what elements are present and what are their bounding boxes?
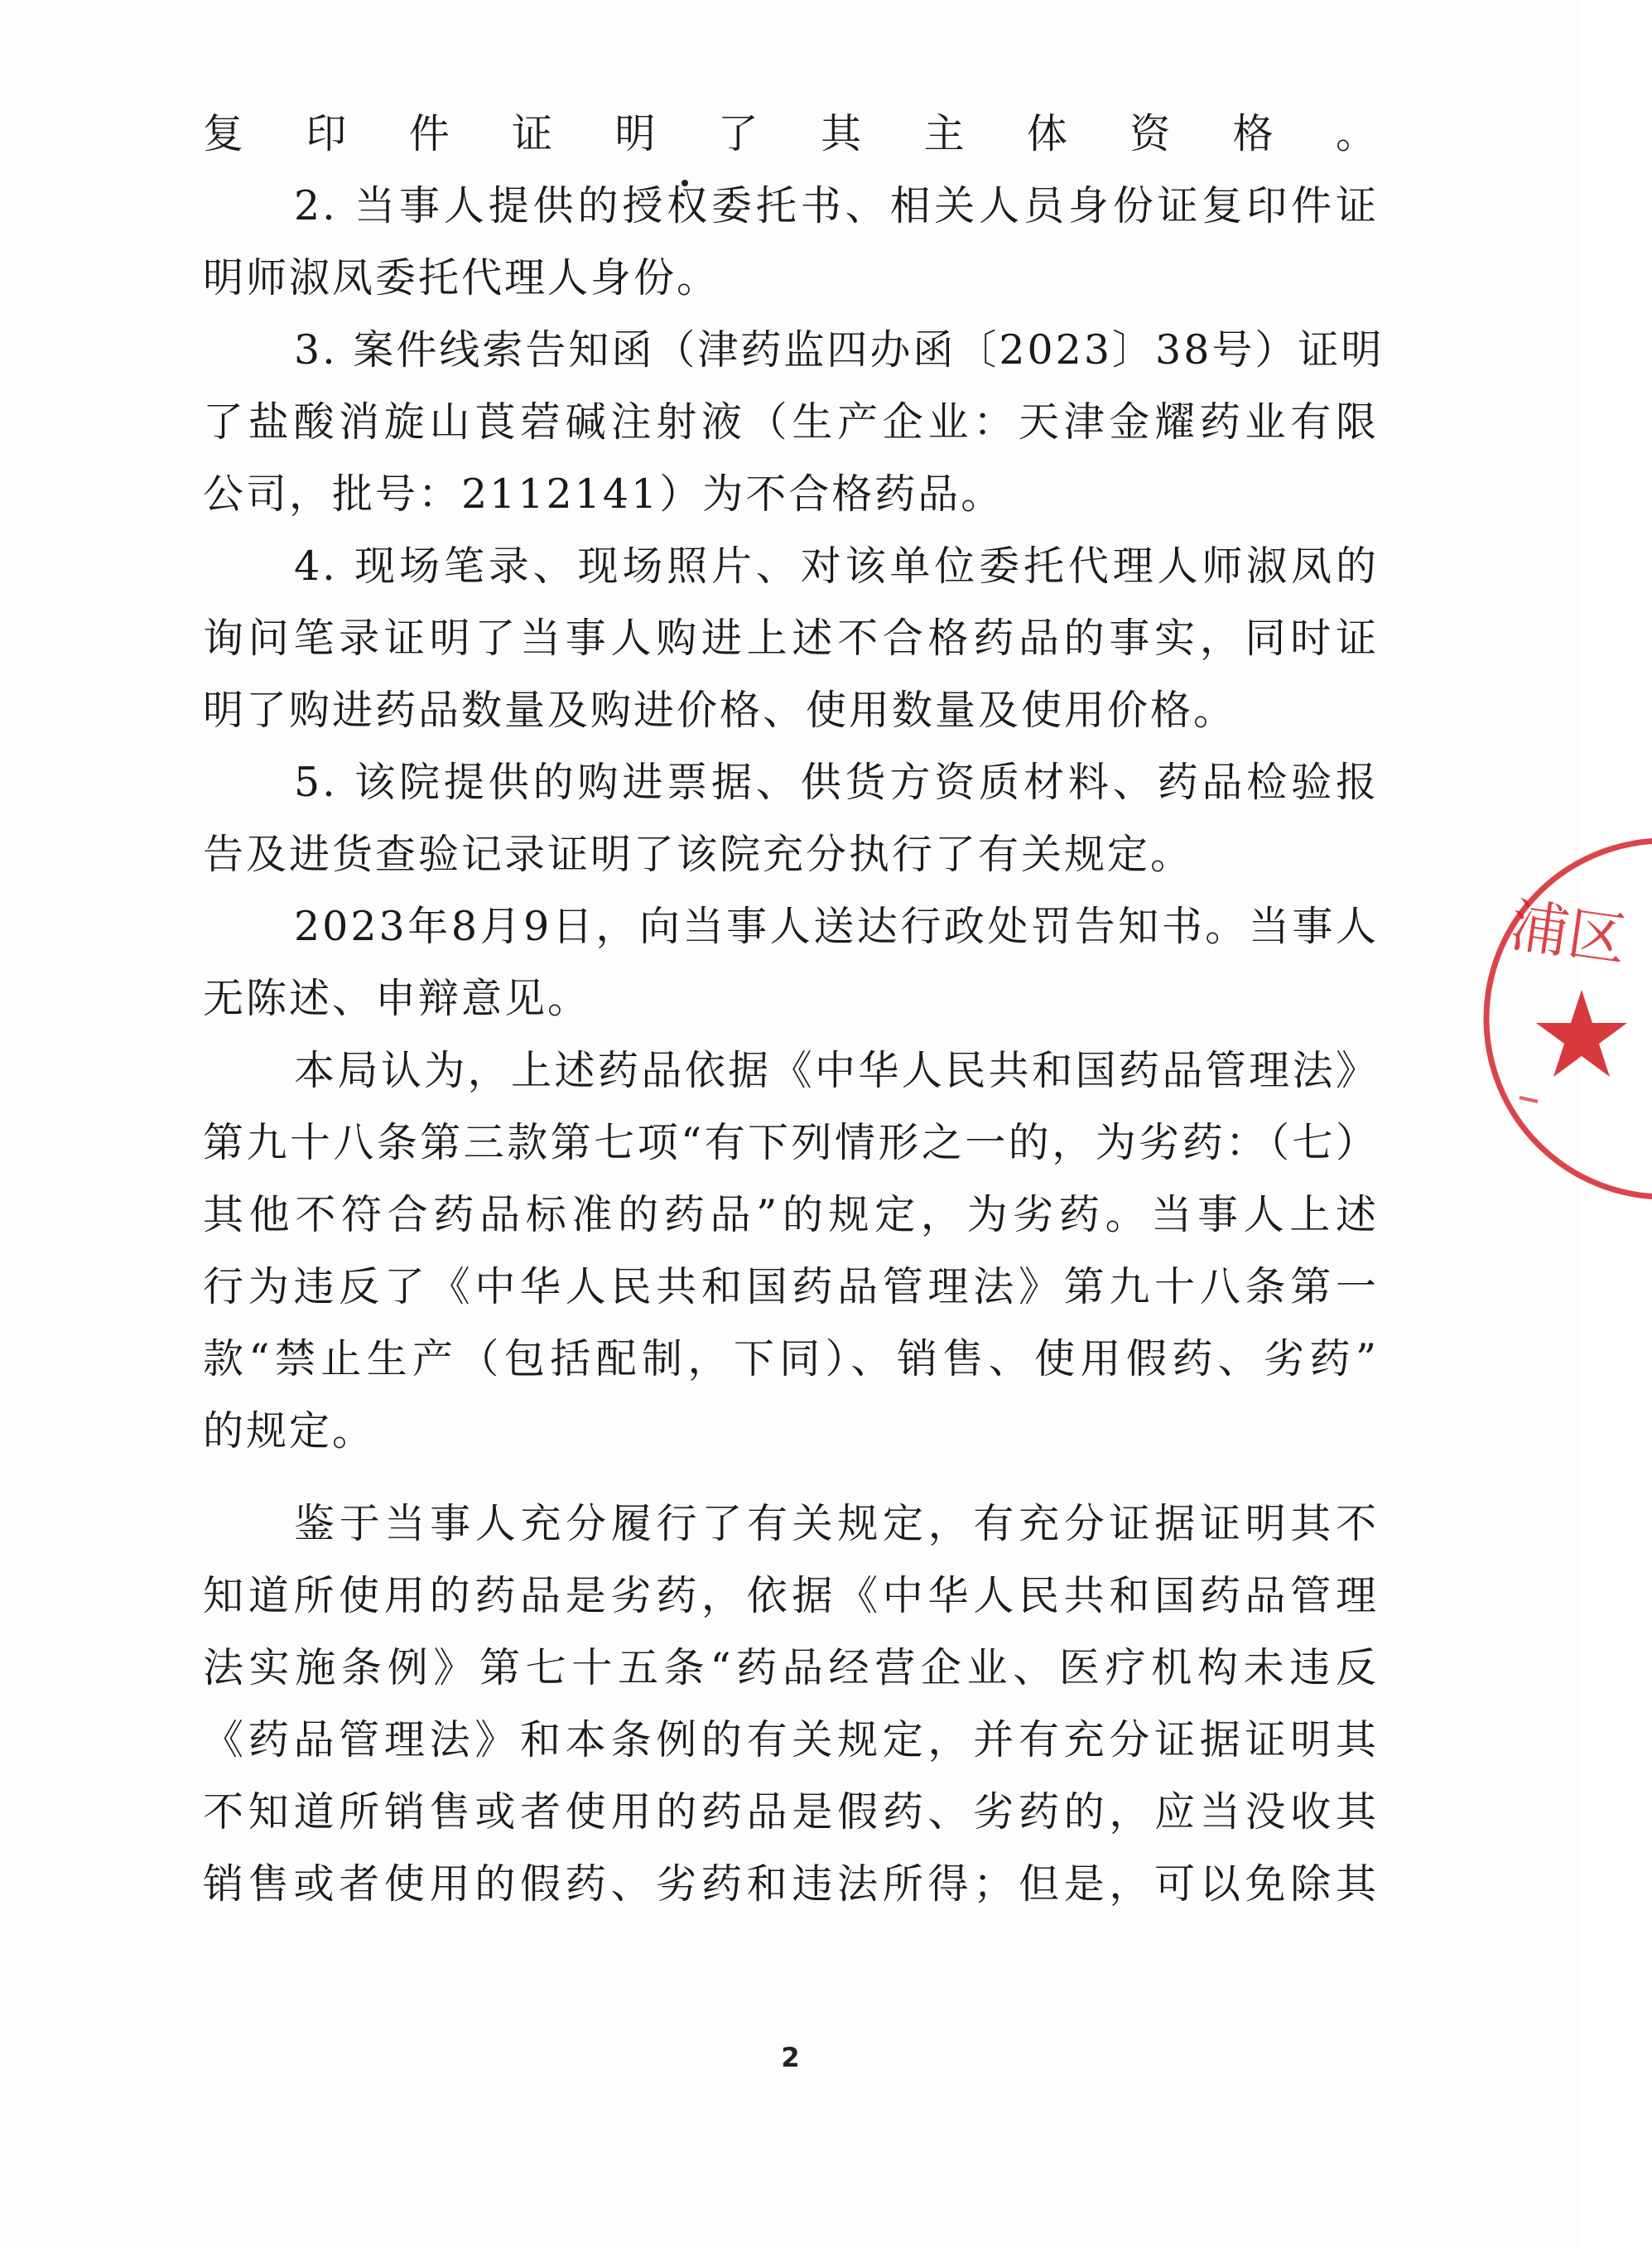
text-line: 不知道所销售或者使用的药品是假药、劣药的，应当没收其	[203, 1788, 1379, 1836]
text-line: 告及进货查验记录证明了该院充分执行了有关规定。	[203, 831, 1194, 878]
text-line: 无陈述、申辩意见。	[203, 975, 591, 1022]
text-line: 明了购进药品数量及购进价格、使用数量及使用价格。	[203, 687, 1237, 734]
text-line: 复印件证明了其主体资格。	[203, 110, 1379, 157]
text-line: 了盐酸消旋山莨菪碱注射液（生产企业：天津金耀药业有限	[203, 398, 1379, 446]
text-line: 行为违反了《中华人民共和国药品管理法》第九十八条第一	[203, 1263, 1379, 1310]
text-line: 鉴于当事人充分履行了有关规定，有充分证据证明其不	[294, 1500, 1379, 1547]
text-line: 《药品管理法》和本条例的有关规定，并有充分证据证明其	[203, 1716, 1379, 1763]
text-line: 本局认为，上述药品依据《中华人民共和国药品管理法》	[294, 1047, 1379, 1094]
text-line: 的规定。	[203, 1407, 376, 1454]
text-line: 明师淑凤委托代理人身份。	[203, 254, 720, 302]
page-number: 2	[781, 2042, 800, 2073]
svg-text:浦区: 浦区	[1505, 891, 1630, 975]
text-line: 3. 案件线索告知函（津药监四办函〔2023〕38号）证明	[294, 326, 1385, 374]
text-line: 法实施条例》第七十五条“药品经营企业、医疗机构未违反	[203, 1644, 1379, 1691]
text-line: 知道所使用的药品是劣药，依据《中华人民共和国药品管理	[203, 1572, 1379, 1619]
text-line: 款“禁止生产（包括配制，下同）、销售、使用假药、劣药”	[203, 1335, 1379, 1382]
text-line: 5. 该院提供的购进票据、供货方资质材料、药品检验报	[294, 759, 1379, 806]
official-seal-stamp	[1486, 820, 1652, 1218]
text-line: 4. 现场笔录、现场照片、对该单位委托代理人师淑凤的	[294, 543, 1379, 590]
document-body	[203, 98, 1385, 1920]
text-line: 公司，批号：2112141）为不合格药品。	[203, 470, 1004, 518]
text-line: 询问笔录证明了当事人购进上述不合格药品的事实，同时证	[203, 615, 1379, 662]
text-line: 第九十八条第三款第七项“有下列情形之一的，为劣药：（七）	[203, 1119, 1379, 1166]
text-line: 其他不符合药品标准的药品”的规定，为劣药。当事人上述	[203, 1191, 1379, 1238]
text-line: 2023年8月9日，向当事人送达行政处罚告知书。当事人	[294, 903, 1379, 950]
text-line: 销售或者使用的假药、劣药和违法所得；但是，可以免除其	[203, 1860, 1379, 1908]
text-line: 2. 当事人提供的授权委托书、相关人员身份证复印件证	[294, 182, 1379, 229]
